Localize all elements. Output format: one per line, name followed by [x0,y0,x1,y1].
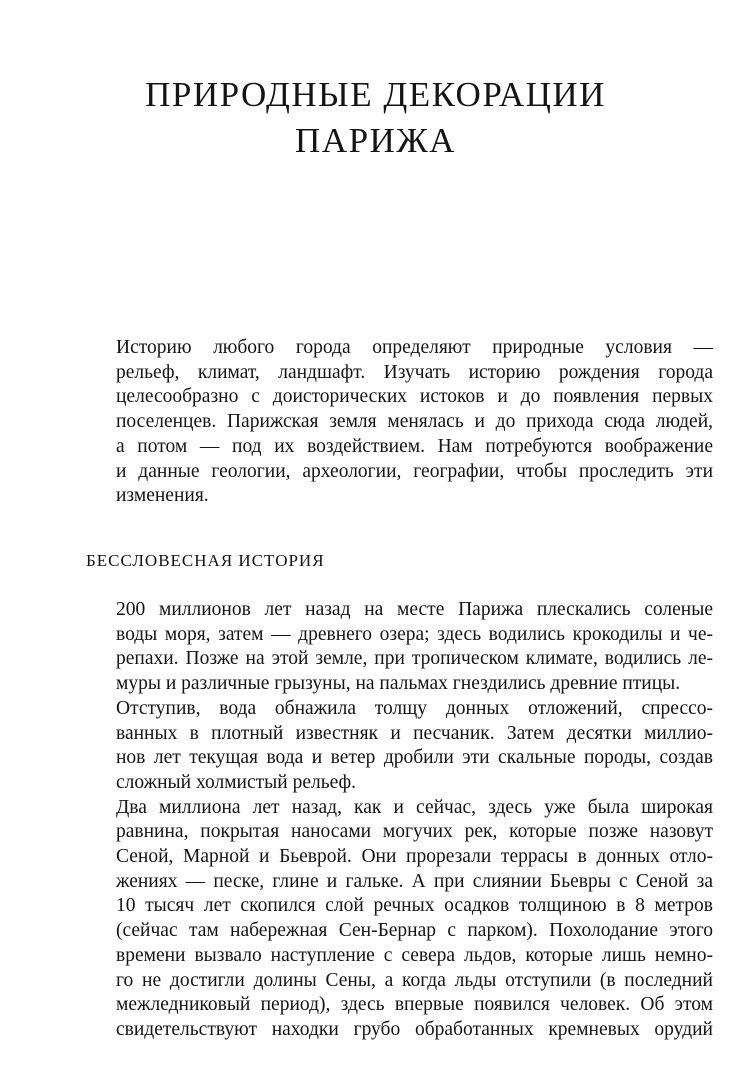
text-line: 200 миллионов лет назад на месте Парижа плескались соленые [116,599,713,620]
intro-text [86,336,713,509]
text-line: сложный холмистый рельеф. [116,771,356,793]
body-text [86,598,713,1043]
text-line: го не достигли долины Сены, а когда льды отступили (в последний [116,969,713,991]
intro-paragraph [86,336,713,509]
paragraph-3 [86,796,713,1043]
text-line: муры и различные грызуны, на пальмах гнездились древние птицы. [116,673,681,695]
text-line: рельеф, климат, ландшафт. Изучать историю рождения города [116,361,713,383]
paragraph-1 [86,598,713,697]
text-line: 10 тысяч лет скопился слой речных осадков толщиною в 8 метров [116,895,713,917]
chapter-title-line-2: ПАРИЖА [295,121,456,160]
text-line: межледниковый период), здесь впервые появился человек. Об этом [116,994,713,1016]
text-line: времени вызвало наступление с севера льдов, которые лишь немно- [116,944,713,966]
text-line: нов лет текущая вода и ветер дробили эти скальные породы, создав [116,747,713,769]
text-line: репахи. Позже на этой земле, при тропическом климате, водились ле- [116,648,713,670]
text-line: Отступив, вода обнажила толщу донных отложений, спрессо- [116,697,713,719]
paragraph-2 [86,697,713,796]
text-line: изменения. [116,485,209,507]
text-line: и данные геологии, археологии, географии, чтобы проследить эти [116,460,713,482]
text-line: поселенцев. Парижская земля менялась и до прихода сюда людей, [116,411,713,433]
text-line: целесообразно с доисторических истоков и до появления первых [116,386,713,408]
text-line: воды моря, затем — древнего озера; здесь водились крокодилы и че- [116,623,713,645]
text-line: Два миллиона лет назад, как и сейчас, здесь уже была широкая [116,796,713,818]
text-line: свидетельствуют находки грубо обработанных кремневых орудий [116,1018,713,1040]
section-heading: БЕССЛОВЕСНАЯ ИСТОРИЯ [86,551,325,570]
chapter-title-line-1: ПРИРОДНЫЕ ДЕКОРАЦИИ [145,75,606,114]
text-line: Историю любого города определяют природные условия — [116,337,713,358]
text-line: ванных в плотный известняк и песчаник. Затем десятки миллио- [116,722,713,744]
text-line: (сейчас там набережная Сен-Бернар с парком). Похолодание этого [116,920,713,942]
text-line: равнина, покрытая наносами могучих рек, которые позже назовут [116,821,713,843]
text-line: а потом — под их воздействием. Нам потребуются воображение [116,435,713,457]
text-line: Сеной, Марной и Бьеврой. Они прорезали террасы в донных отло- [116,846,713,868]
chapter-title [0,72,751,164]
text-line: жениях — песке, глине и гальке. А при слиянии Бьевры с Сеной за [116,870,713,892]
